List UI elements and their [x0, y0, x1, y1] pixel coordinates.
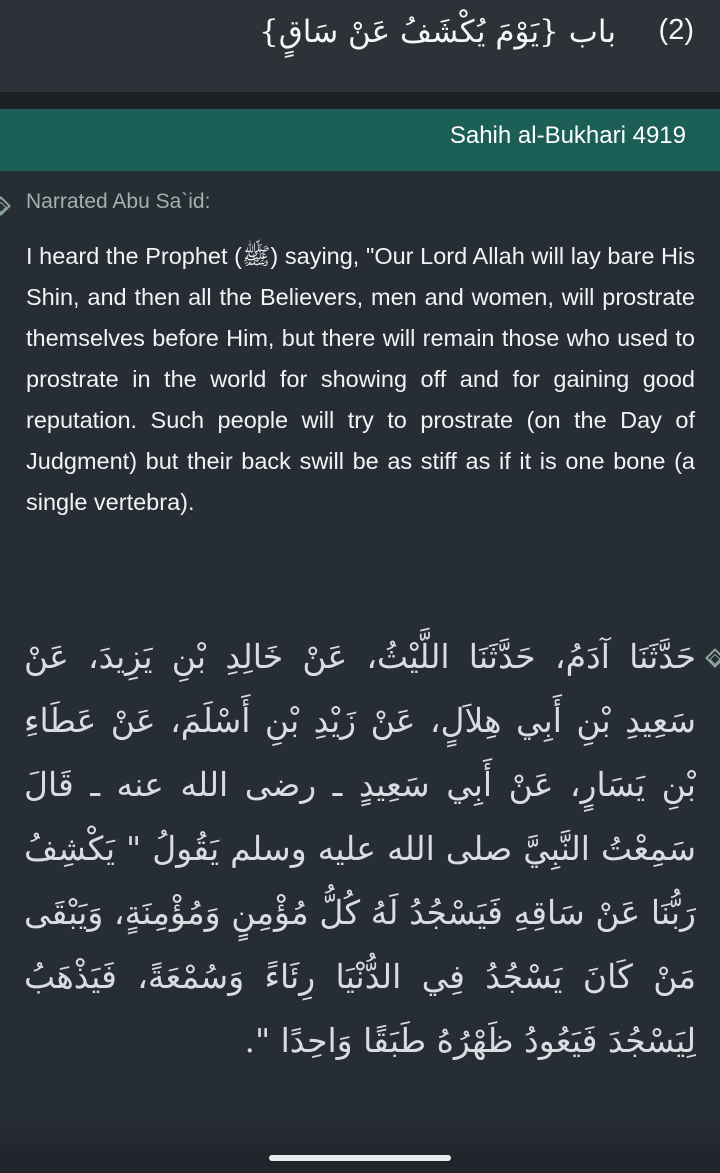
chapter-header	[0, 0, 720, 92]
diamond-marker-icon	[705, 648, 720, 668]
hadith-reference-bar	[0, 109, 720, 171]
hadith-reference: Sahih al-Bukhari 4919	[449, 122, 686, 149]
english-hadith-text: I heard the Prophet (ﷺ) saying, "Our Lord Allah will lay bare His Shin, and then all the Believers, men and women, will prostrate themselves before Him, but there will remain those who used to prostrate in the world for showing off and for gaining good reputation. Such people will try to prostrate (on the Day of Judgment) but their back swill be as stiff as if it is one bone (a single vertebra).	[26, 243, 695, 515]
bottom-fade	[0, 1120, 720, 1173]
chapter-number: (2)	[658, 14, 694, 46]
header-divider	[0, 92, 720, 109]
chapter-title: باب {يَوْمَ يُكْشَفُ عَنْ سَاقٍ}	[258, 14, 616, 50]
diamond-marker-icon	[0, 196, 11, 216]
home-indicator[interactable]	[269, 1155, 451, 1161]
arabic-hadith-text: حَدَّثَنَا آدَمُ، حَدَّثَنَا اللَّيْثُ، عَنْ خَالِدِ بْنِ يَزِيدَ، عَنْ سَعِيدِ بْنِ أَبِي هِلاَلٍ، عَنْ زَيْدِ بْنِ أَسْلَمَ، عَنْ عَطَاءِ بْنِ يَسَارٍ، عَنْ أَبِي سَعِيدٍ ـ رضى الله عنه ـ قَالَ سَمِعْتُ النَّبِيَّ صلى الله عليه وسلم يَقُولُ " يَكْشِفُ رَبُّنَا عَنْ سَاقِهِ فَيَسْجُدُ لَهُ كُلُّ مُؤْمِنٍ وَمُؤْمِنَةٍ، وَيَبْقَى مَنْ كَانَ يَسْجُدُ فِي الدُّنْيَا رِئَاءً وَسُمْعَةً، فَيَذْهَبُ لِيَسْجُدَ فَيَعُودُ ظَهْرُهُ طَبَقًا وَاحِدًا ".	[24, 637, 696, 1060]
narrator-label: Narrated Abu Sa`id:	[26, 190, 211, 213]
